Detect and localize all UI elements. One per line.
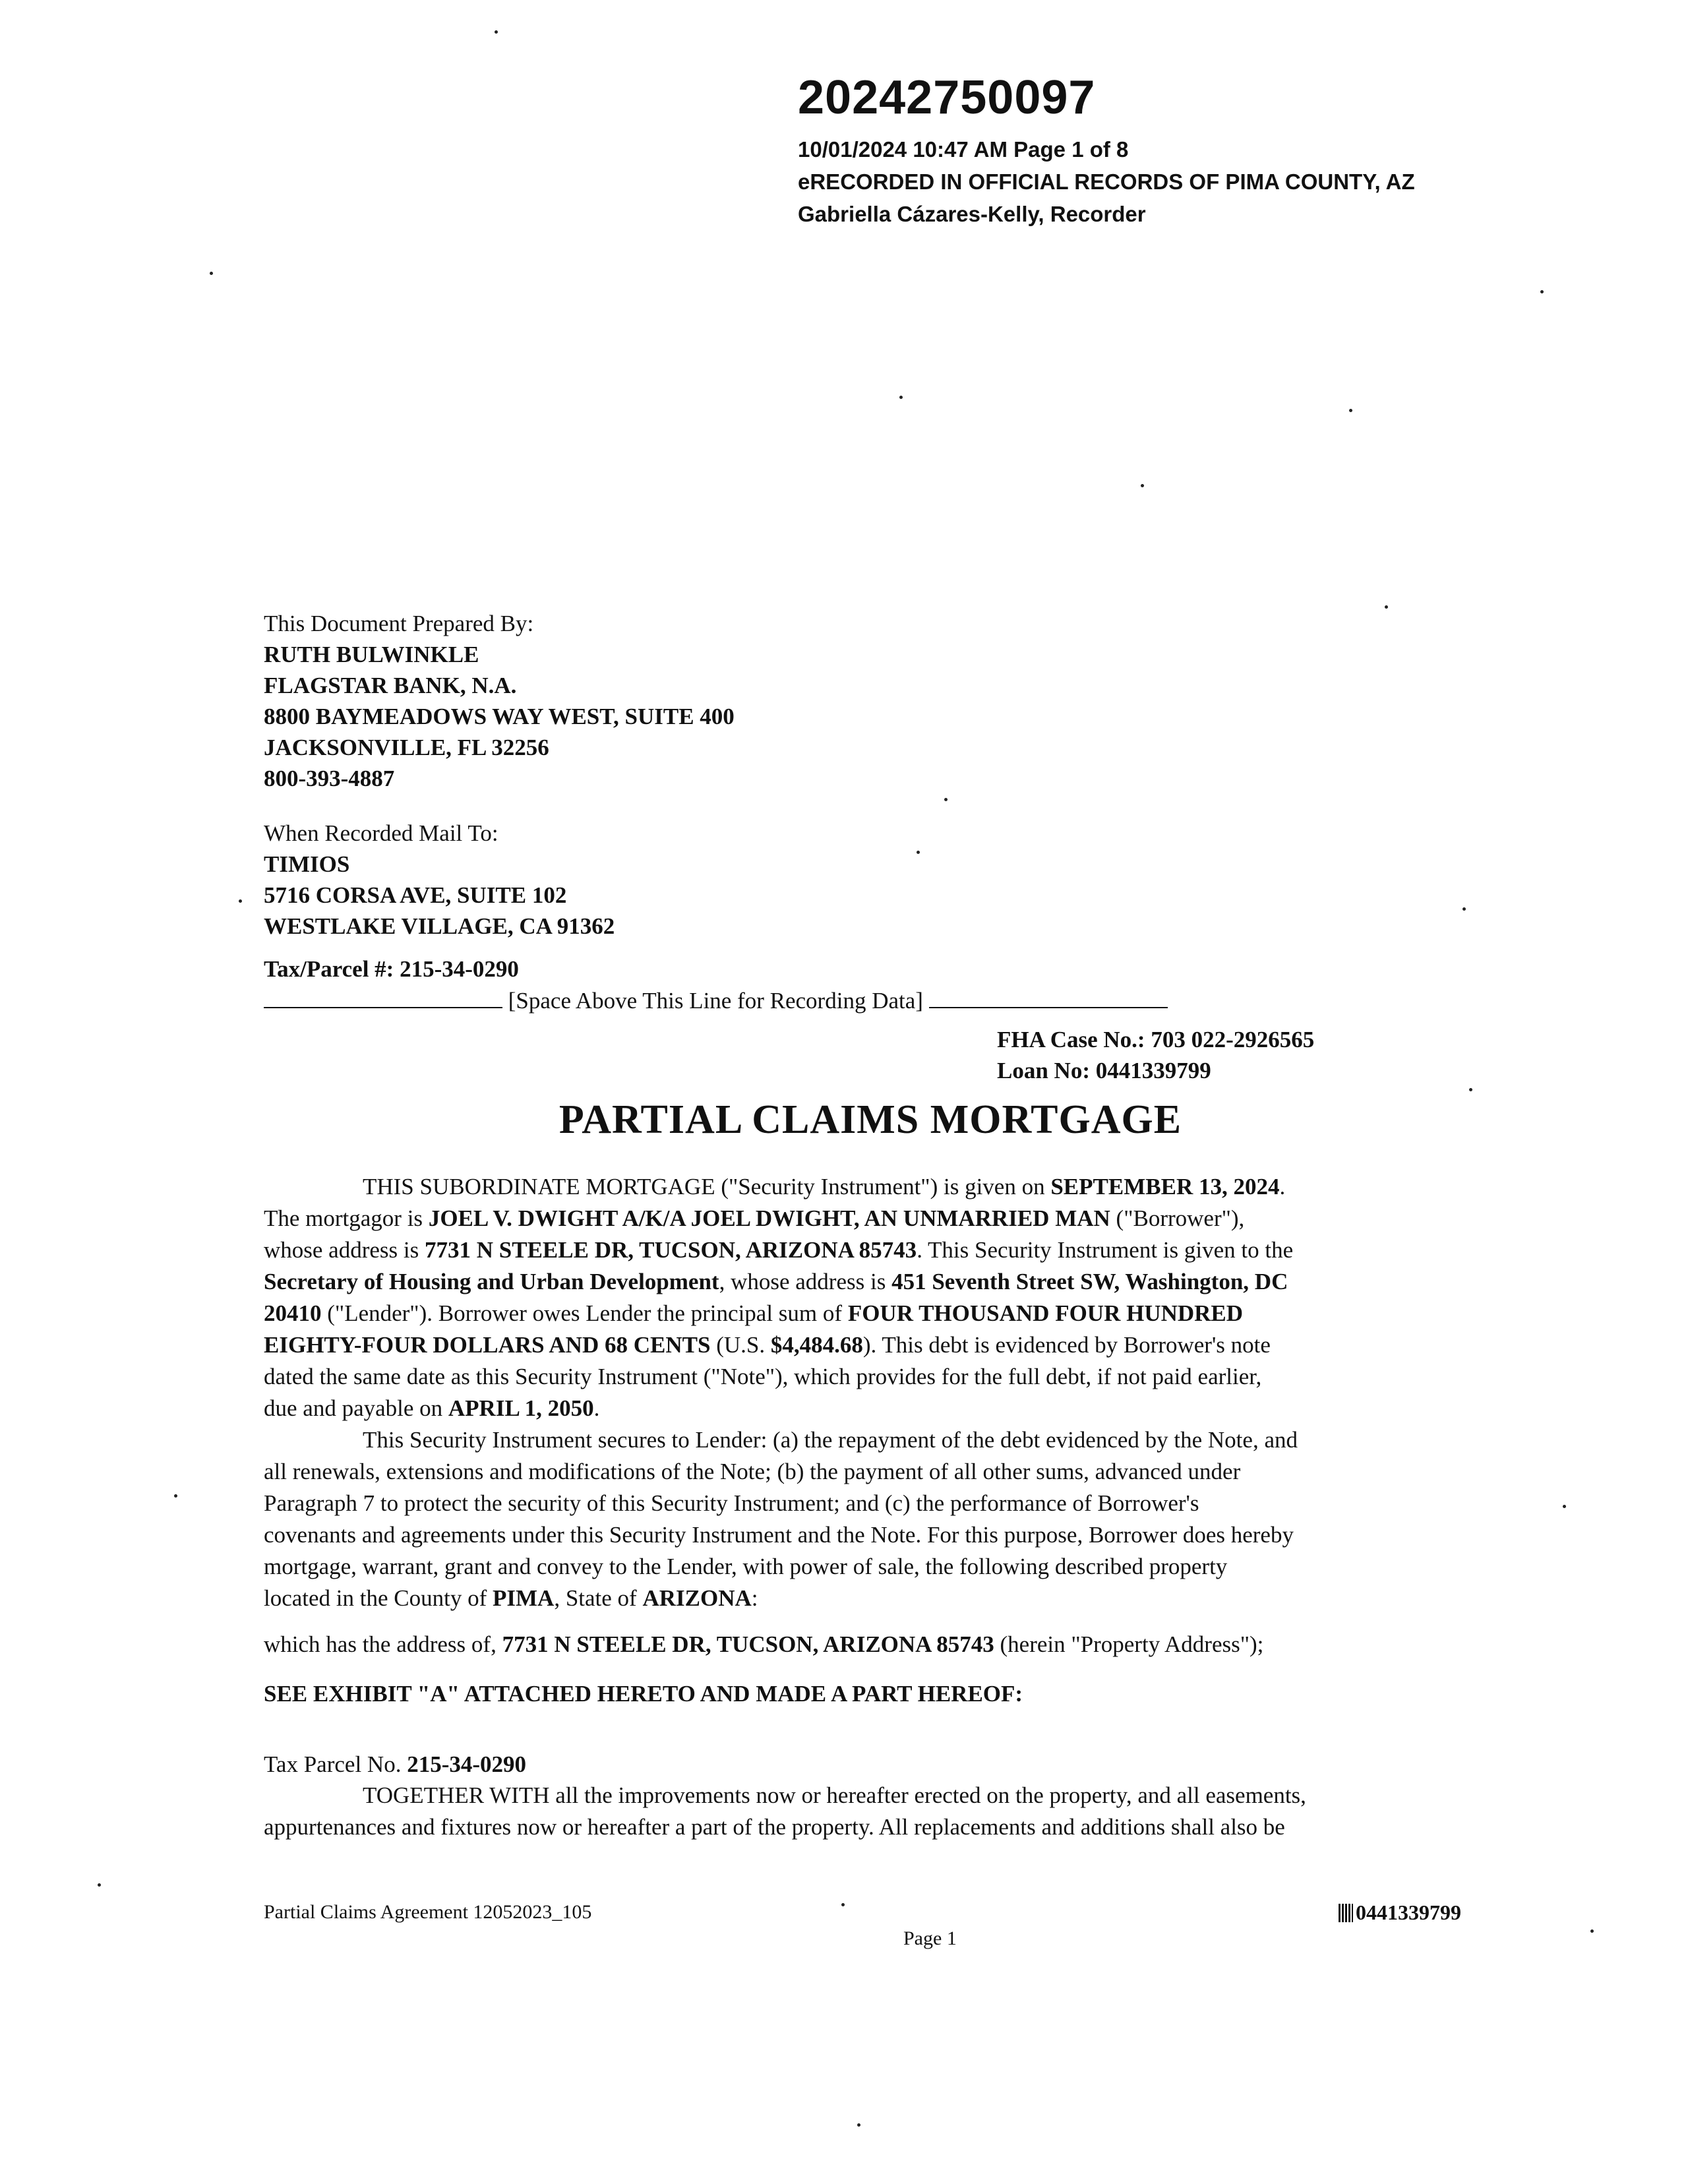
- lender-zip: 20410: [264, 1300, 322, 1326]
- mail-to-address-1: 5716 CORSA AVE, SUITE 102: [264, 882, 567, 908]
- scan-speck: [1563, 1505, 1566, 1508]
- recording-datetime-page: 10/01/2024 10:47 AM Page 1 of 8: [798, 137, 1129, 162]
- recording-data-line: [264, 985, 1168, 1016]
- county-name: PIMA: [493, 1585, 555, 1611]
- p1-l3-c: . This Security Instrument is given to the: [917, 1237, 1294, 1263]
- mail-to-label: When Recorded Mail To:: [264, 820, 498, 846]
- p1-l2-a: The mortgagor is: [264, 1205, 429, 1231]
- p1-line-6: [264, 1329, 1477, 1361]
- p1-l6-d: ). This debt is evidenced by Borrower's note: [862, 1332, 1271, 1358]
- paragraph-subordinate-mortgage: [264, 1171, 1477, 1424]
- barcode-icon: [1339, 1904, 1353, 1922]
- scan-speck: [1349, 409, 1352, 412]
- p1-l2-c: ("Borrower"),: [1110, 1205, 1245, 1231]
- footer-loan-barcode: [1339, 1899, 1461, 1926]
- p1-l1-c: .: [1279, 1174, 1286, 1199]
- principal-amount: $4,484.68: [770, 1332, 863, 1358]
- scan-speck: [841, 1903, 845, 1906]
- p1-line-5: [264, 1298, 1477, 1329]
- document-title: PARTIAL CLAIMS MORTGAGE: [558, 1097, 1182, 1142]
- scan-speck: [174, 1494, 177, 1498]
- preparer-company: FLAGSTAR BANK, N.A.: [264, 673, 517, 698]
- p2-line-3: Paragraph 7 to protect the security of this Security Instrument; and (c) the performance of Borrower's: [264, 1490, 1199, 1516]
- lender-name: Secretary of Housing and Urban Development: [264, 1269, 719, 1294]
- p1-l8-a: due and payable on: [264, 1395, 448, 1421]
- p1-line-8: [264, 1393, 1477, 1424]
- scan-speck: [1540, 290, 1544, 293]
- p1-l5-b: ("Lender"). Borrower owes Lender the principal sum of: [321, 1300, 848, 1326]
- security-date: SEPTEMBER 13, 2024: [1050, 1174, 1280, 1199]
- tax-parcel-no-label: Tax Parcel No.: [264, 1751, 407, 1777]
- together-line-1: TOGETHER WITH all the improvements now or hereafter erected on the property, and all easements,: [363, 1782, 1306, 1808]
- p1-l6-b: (U.S.: [710, 1332, 771, 1358]
- state-name: ARIZONA: [642, 1585, 752, 1611]
- p2-line-4: covenants and agreements under this Security Instrument and the Note. For this purpose, Borrower does hereby: [264, 1522, 1294, 1548]
- p1-l1-a: THIS SUBORDINATE MORTGAGE ("Security Instrument") is given on: [363, 1174, 1051, 1199]
- tax-parcel-no-value: 215-34-0290: [407, 1751, 527, 1777]
- recording-number: 20242750097: [798, 71, 1096, 124]
- p1-line-4: [264, 1266, 1477, 1298]
- case-info: [997, 1024, 1314, 1086]
- together-line-2: appurtenances and fixtures now or hereafter a part of the property. All replacements and additions shall also be: [264, 1814, 1285, 1840]
- paragraph-security-secures: [264, 1424, 1477, 1614]
- scan-speck: [210, 272, 213, 275]
- scan-speck: [917, 851, 920, 854]
- footer-page-number: Page 1: [903, 1927, 957, 1949]
- preparer-address-1: 8800 BAYMEADOWS WAY WEST, SUITE 400: [264, 704, 735, 729]
- preparer-name: RUTH BULWINKLE: [264, 642, 479, 667]
- loan-number-value: 0441339799: [1095, 1058, 1211, 1083]
- rule-left: [264, 987, 502, 1008]
- tax-parcel-no-line: [264, 1749, 526, 1780]
- p2-line-6: [264, 1583, 1477, 1614]
- p1-line-7: dated the same date as this Security Instrument ("Note"), which provides for the full debt, if not paid earlier,: [264, 1364, 1262, 1389]
- mail-to-address-2: WESTLAKE VILLAGE, CA 91362: [264, 913, 615, 939]
- address-line-a: which has the address of,: [264, 1631, 502, 1657]
- rule-right: [929, 987, 1168, 1008]
- p1-line-2: [264, 1203, 1477, 1234]
- lender-address: 451 Seventh Street SW, Washington, DC: [891, 1269, 1288, 1294]
- maturity-date: APRIL 1, 2050: [448, 1395, 594, 1421]
- recording-recorder: Gabriella Cázares-Kelly, Recorder: [798, 202, 1146, 226]
- p2-l6-a: located in the County of: [264, 1585, 493, 1611]
- p2-line-1: This Security Instrument secures to Lender: (a) the repayment of the debt evidenced by the Note, and: [363, 1427, 1298, 1453]
- p1-line-1: [264, 1171, 1477, 1203]
- tax-parcel-value: 215-34-0290: [400, 956, 519, 982]
- property-address: 7731 N STEELE DR, TUCSON, ARIZONA 85743: [502, 1631, 994, 1657]
- paragraph-together-with: [264, 1780, 1477, 1843]
- scan-speck: [1462, 907, 1466, 911]
- scan-speck: [1385, 605, 1388, 609]
- fha-case-line: [997, 1024, 1314, 1055]
- scan-speck: [944, 798, 948, 801]
- scan-speck: [1590, 1929, 1594, 1933]
- p2-l6-e: :: [751, 1585, 758, 1611]
- footer-loan-number: 0441339799: [1356, 1900, 1461, 1924]
- tax-parcel-label: Tax/Parcel #:: [264, 956, 394, 982]
- loan-number-line: [997, 1055, 1314, 1086]
- principal-words-1: FOUR THOUSAND FOUR HUNDRED: [847, 1300, 1244, 1326]
- principal-words-2: EIGHTY-FOUR DOLLARS AND 68 CENTS: [264, 1332, 711, 1358]
- scan-speck: [899, 396, 903, 399]
- preparer-address-2: JACKSONVILLE, FL 32256: [264, 735, 549, 760]
- scan-speck: [495, 30, 498, 34]
- borrower-address: 7731 N STEELE DR, TUCSON, ARIZONA 85743: [425, 1237, 917, 1263]
- mortgagor-name: JOEL V. DWIGHT A/K/A JOEL DWIGHT, AN UNMARRIED MAN: [428, 1205, 1110, 1231]
- property-address-line: [264, 1629, 1263, 1660]
- scan-speck: [98, 1883, 101, 1887]
- p2-l6-c: , State of: [554, 1585, 643, 1611]
- p1-l3-a: whose address is: [264, 1237, 425, 1263]
- recording-data-label: [Space Above This Line for Recording Data]: [508, 988, 923, 1014]
- mail-to-block: [264, 818, 615, 942]
- p2-line-2: all renewals, extensions and modifications of the Note; (b) the payment of all other sums, advanced under: [264, 1459, 1241, 1484]
- tax-parcel-line: [264, 954, 519, 985]
- footer-agreement-id: Partial Claims Agreement 12052023_105: [264, 1901, 592, 1923]
- prepared-by-block: [264, 608, 735, 794]
- exhibit-reference: SEE EXHIBIT "A" ATTACHED HERETO AND MADE A PART HEREOF:: [264, 1681, 1023, 1707]
- scan-speck: [857, 2123, 860, 2127]
- loan-number-label: Loan No:: [997, 1058, 1090, 1083]
- address-line-c: (herein "Property Address");: [994, 1631, 1264, 1657]
- p1-l4-b: , whose address is: [719, 1269, 892, 1294]
- prepared-by-label: This Document Prepared By:: [264, 611, 534, 636]
- fha-case-value: 703 022-2926565: [1151, 1027, 1315, 1052]
- p1-line-3: [264, 1234, 1477, 1266]
- fha-case-label: FHA Case No.:: [997, 1027, 1145, 1052]
- scan-speck: [239, 899, 242, 903]
- p2-line-5: mortgage, warrant, grant and convey to the Lender, with power of sale, the following described property: [264, 1554, 1228, 1579]
- scan-speck: [1141, 484, 1144, 487]
- mail-to-name: TIMIOS: [264, 851, 350, 877]
- scan-speck: [1469, 1088, 1472, 1091]
- p1-l8-c: .: [593, 1395, 600, 1421]
- preparer-phone: 800-393-4887: [264, 766, 395, 791]
- recording-office: eRECORDED IN OFFICIAL RECORDS OF PIMA COUNTY, AZ: [798, 169, 1415, 194]
